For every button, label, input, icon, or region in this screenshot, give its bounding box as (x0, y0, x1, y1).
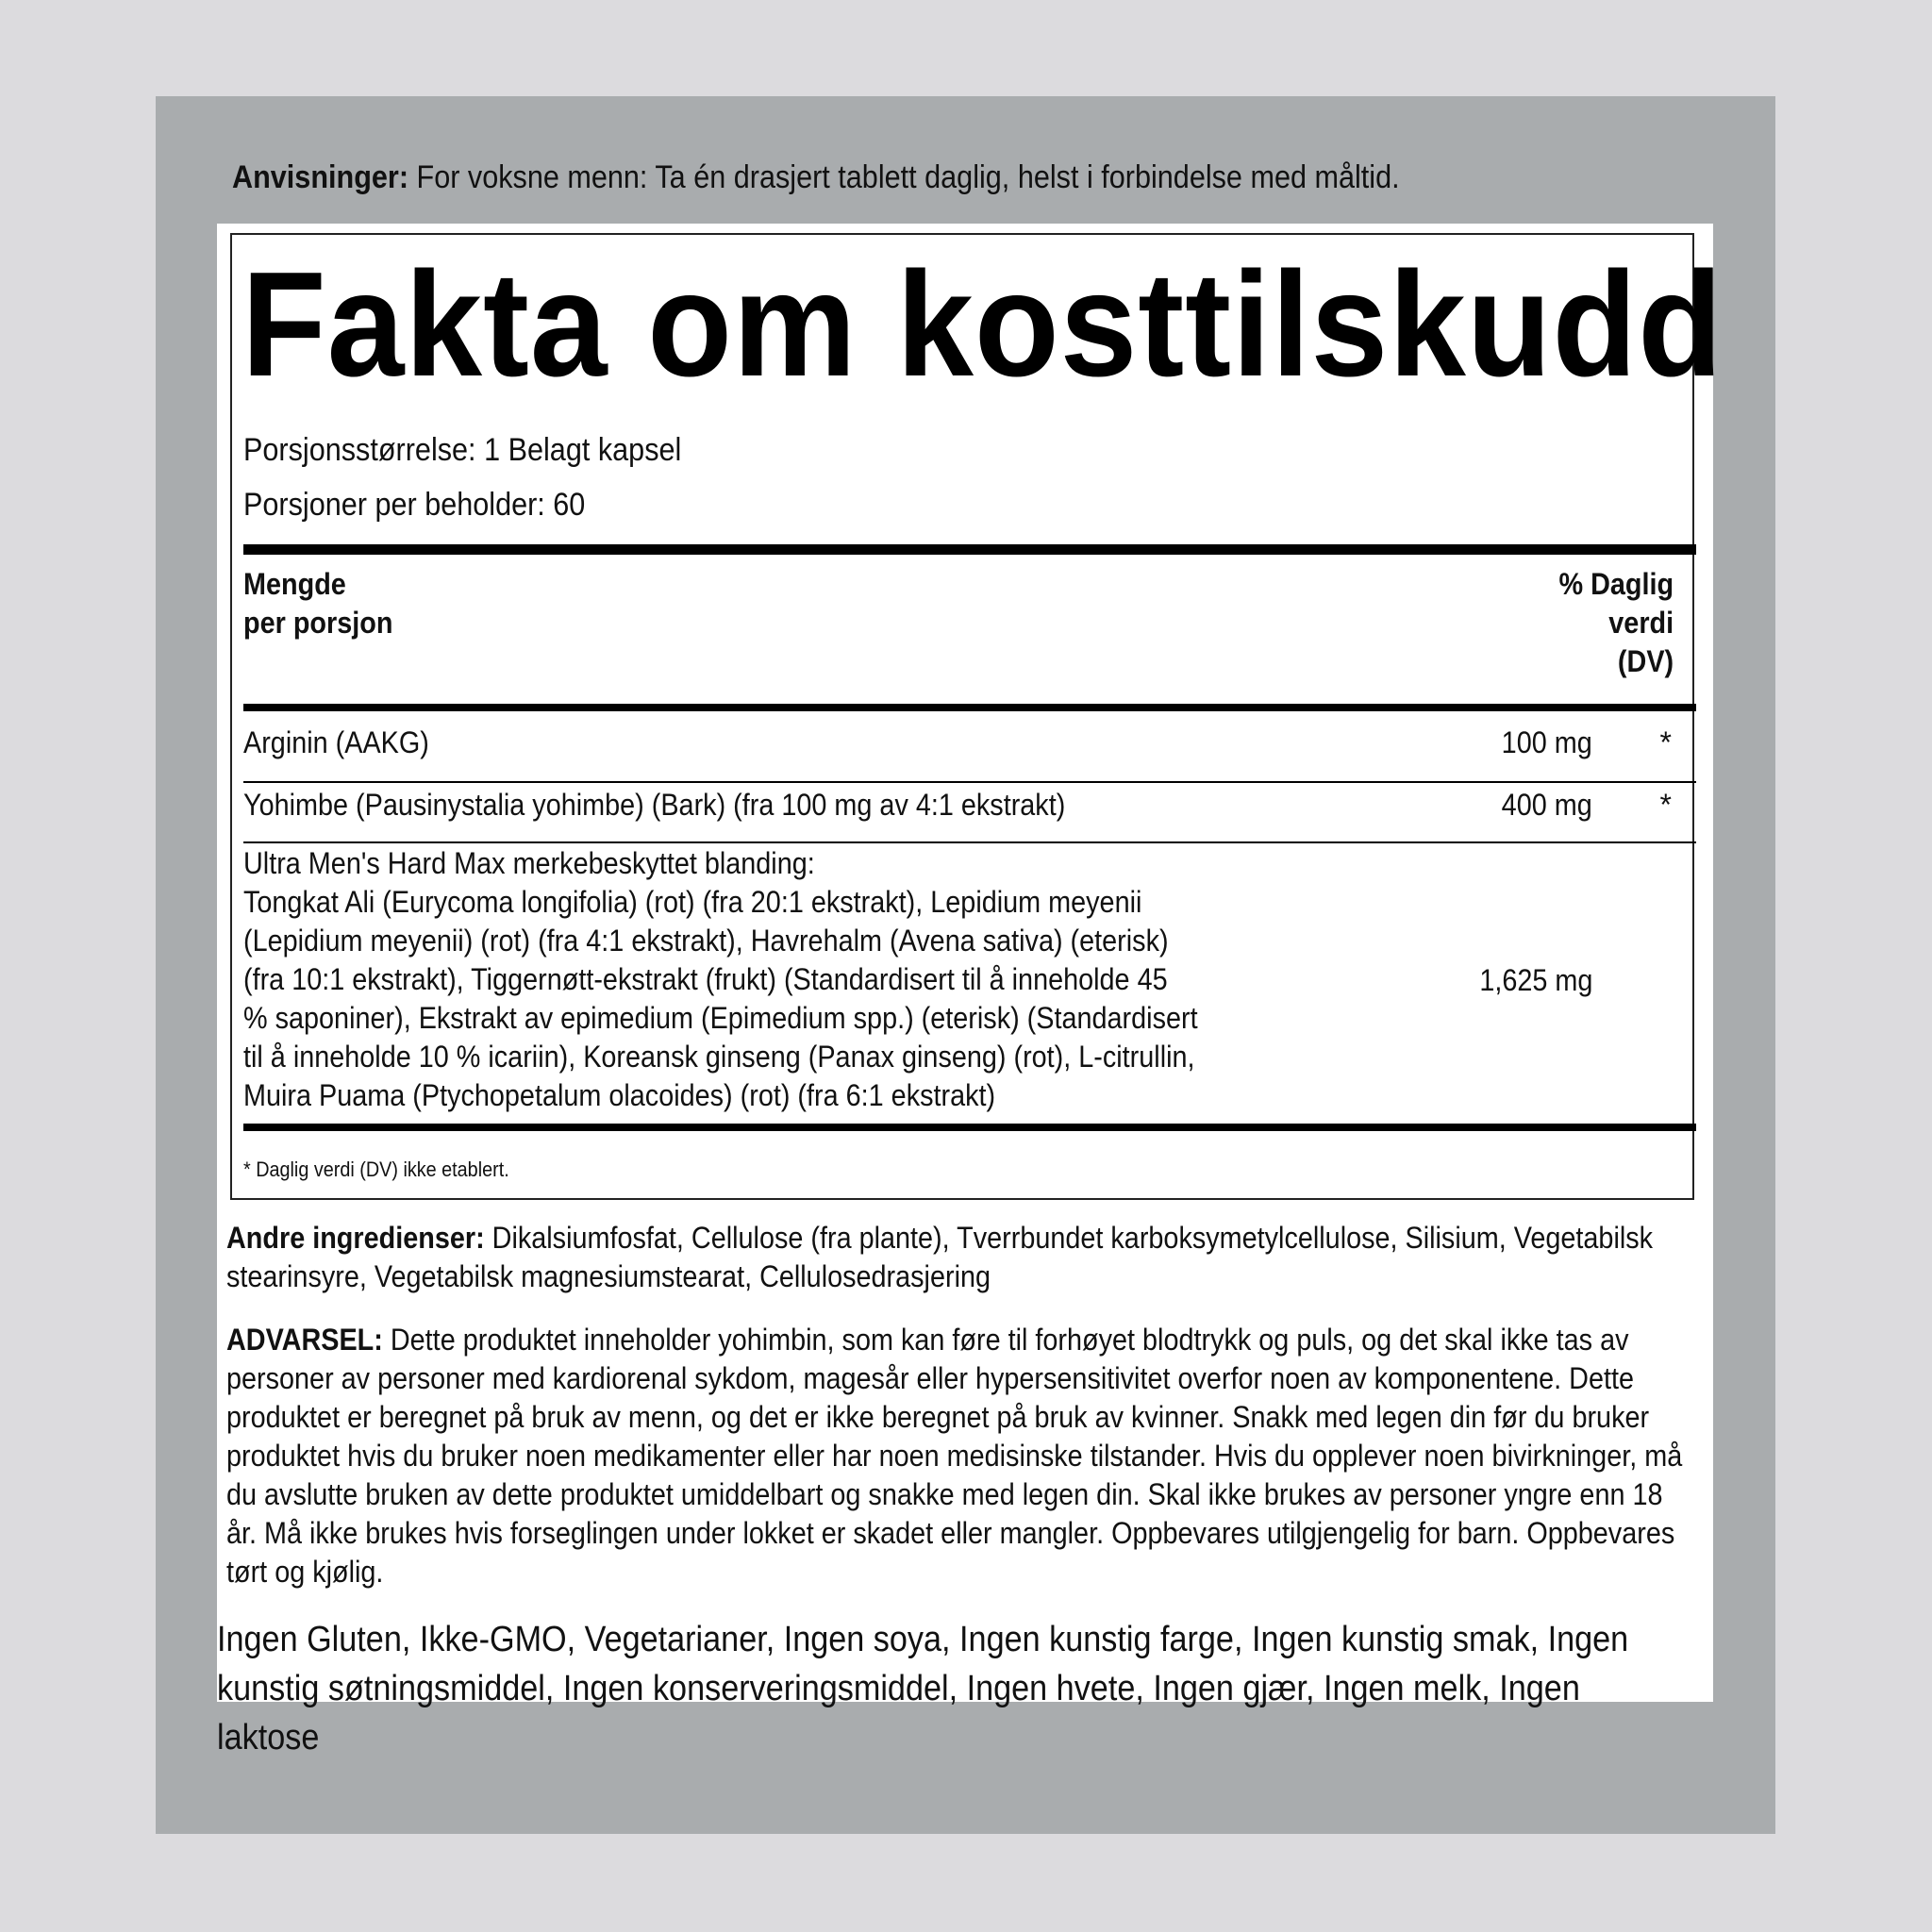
warning: ADVARSEL: Dette produktet inneholder yohimbin, som kan føre til forhøyet blodtrykk og puls, og det skal ikke tas av personer av personer med kardiorenal sykdom, magesår eller hypersensitivitet overfor noen av komponentene. Dette produktet er beregnet på bruk av menn, og det er ikke beregnet på bruk av kvinner. Snakk med legen din før du bruker produktet hvis du bruker noen medikamenter eller har noen medisinske tilstander. Hvis du opplever noen bivirkninger, må du avslutte bruken av dette produktet umiddelbart og snakke med legen din. Skal ikke brukes av personer yngre enn 18 år. Må ikke brukes hvis forseglingen under lokket er skadet eller mangler. Oppbevares utilgjengelig for barn. Oppbevares tørt og kjølig. (226, 1323, 1683, 1589)
row-name-arginine: Arginin (AAKG) (243, 725, 429, 759)
footnote: * Daglig verdi (DV) ikke etablert. (243, 1158, 509, 1181)
row-divider (243, 781, 1696, 783)
row-amount-yohimbe: 400 mg (1501, 788, 1592, 822)
blend-amount: 1,625 mg (1478, 963, 1592, 997)
other-ingredients: Andre ingredienser: Dikalsiumfosfat, Cellulose (fra plante), Tverrbundet karboksymetylcellulose, Silisium, Vegetabilsk stearinsyre, Vegetabilsk magnesiumstearat, Cellulosedrasjering (226, 1221, 1654, 1293)
proprietary-blend: Ultra Men's Hard Max merkebeskyttet blanding: Tongkat Ali (Eurycoma longifolia) (rot) (fra 20:1 ekstrakt), Lepidium meyenii (Lepidium meyenii) (rot) (fra 4:1 ekstrakt), Havrehalm (Avena sativa) (eterisk) (fra 10:1 ekstrakt), Tiggernøtt-ekstrakt (frukt) (Standardisert til å inneholde 45 % saponiner), Ekstrakt av epimedium (Epimedium spp.) (eterisk) (Standardisert til å inneholde 10 % icariin), Koreansk ginseng (Panax ginseng) (rot), L-citrullin, Muira Puama (Ptychopetalum olacoides) (rot) (fra 6:1 ekstrakt) (243, 846, 1198, 1112)
other-ingredients-label: Andre ingredienser: (226, 1221, 485, 1255)
thick-rule-top (243, 544, 1696, 555)
label-body (217, 224, 1724, 1702)
serving-size: Porsjonsstørrelse: 1 Belagt kapsel (243, 432, 682, 468)
directions-text: For voksne menn: Ta én drasjert tablett daglig, helst i forbindelse med måltid. (408, 159, 1400, 195)
servings-per-container: Porsjoner per beholder: 60 (243, 487, 586, 523)
thick-rule-header (243, 704, 1696, 711)
label-panel (156, 96, 1775, 1834)
supplement-facts-box (230, 233, 1724, 1200)
row-dv-yohimbe: * (1659, 788, 1672, 822)
row-name-yohimbe: Yohimbe (Pausinystalia yohimbe) (Bark) (fra 100 mg av 4:1 ekstrakt) (243, 788, 1066, 822)
amount-per-serving-header: Mengde per porsjon (243, 567, 393, 640)
warning-label: ADVARSEL: (226, 1323, 383, 1357)
facts-title: Fakta om kosttilskudd (242, 242, 1724, 408)
daily-value-header: % Daglig verdi (DV) (1558, 567, 1674, 678)
row-divider (243, 841, 1696, 843)
row-dv-arginine: * (1659, 725, 1672, 759)
directions-label: Anvisninger: (232, 159, 409, 195)
directions (232, 155, 1591, 200)
row-amount-arginine: 100 mg (1501, 725, 1592, 759)
free-from-claims: Ingen Gluten, Ikke-GMO, Vegetarianer, Ingen soya, Ingen kunstig farge, Ingen kunstig smak, Ingen kunstig søtningsmiddel, Ingen konserveringsmiddel, Ingen hvete, Ingen gjær, Ingen melk, Ingen laktose (217, 1620, 1629, 1757)
thick-rule-bottom (243, 1124, 1696, 1131)
